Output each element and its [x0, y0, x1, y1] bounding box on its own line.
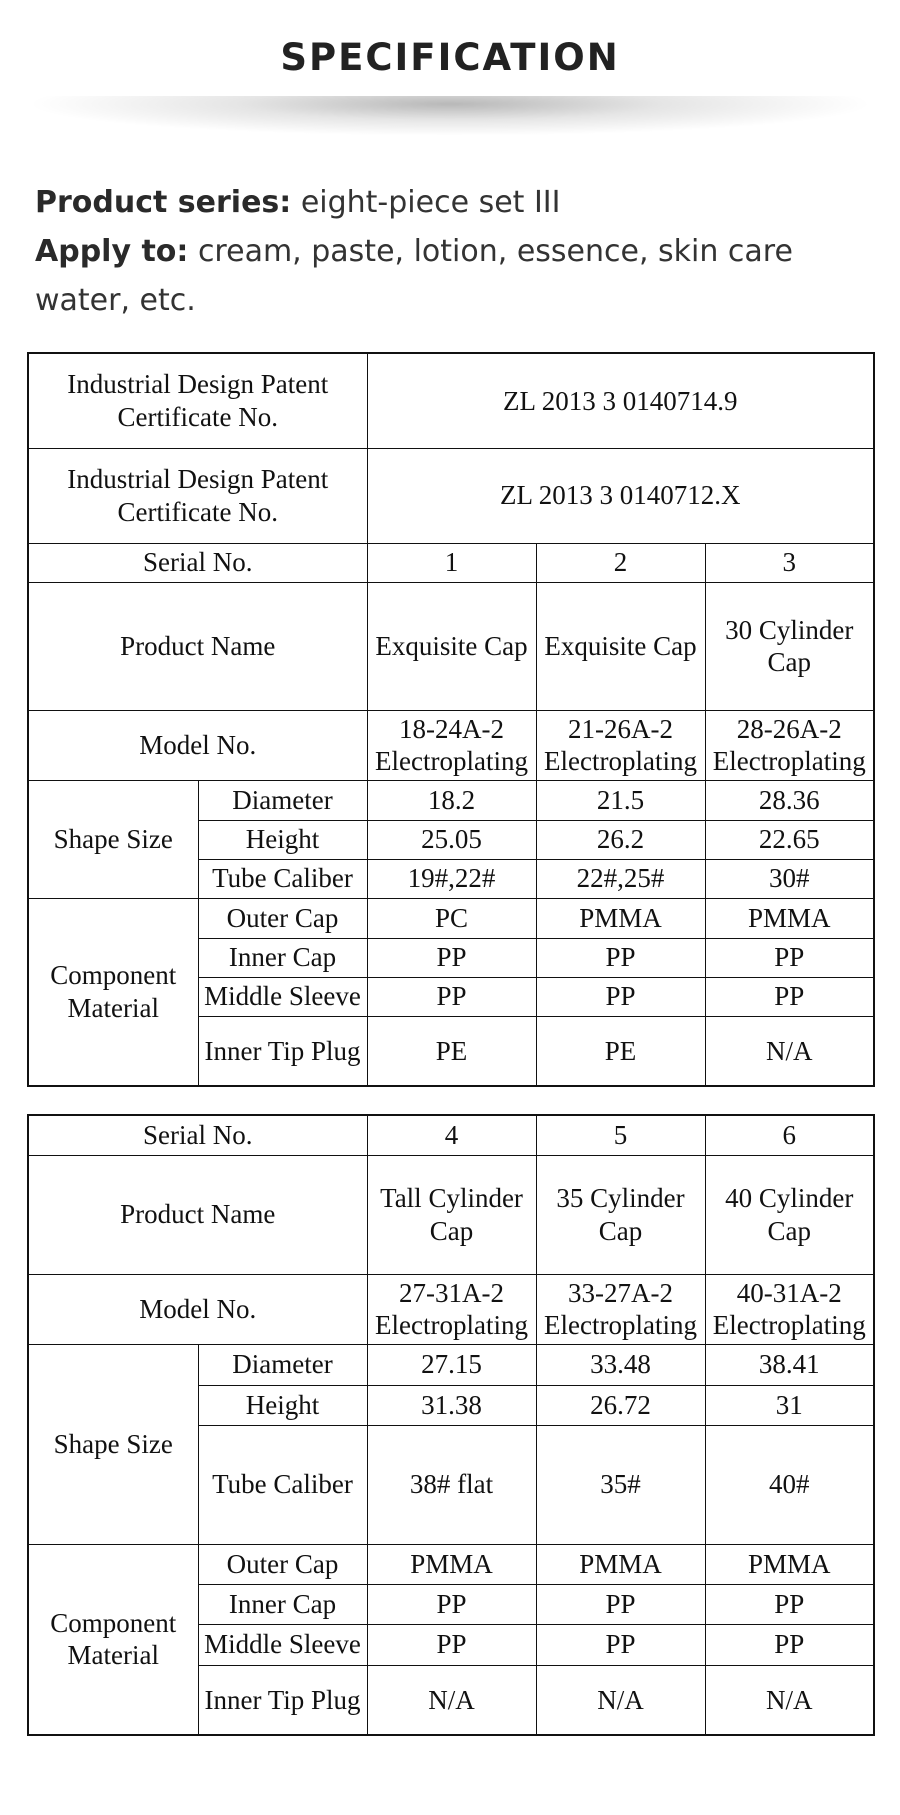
diameter-label: Diameter [198, 1344, 367, 1385]
outer-cap-row [28, 1544, 874, 1584]
title-divider-shadow [25, 96, 875, 136]
height-value: 31 [705, 1385, 874, 1425]
diameter-value: 18.2 [367, 780, 536, 820]
serial-label: Serial No. [28, 543, 367, 582]
product-name-label: Product Name [28, 1155, 367, 1274]
outer-cap-value: PMMA [367, 1544, 536, 1584]
height-value: 25.05 [367, 820, 536, 859]
model-finish: Electroplating [712, 746, 866, 776]
tube-caliber-value: 22#,25# [536, 859, 705, 898]
middle-sleeve-label: Middle Sleeve [198, 1624, 367, 1665]
middle-sleeve-value: PP [367, 977, 536, 1016]
tube-caliber-label: Tube Caliber [198, 1425, 367, 1544]
spec-table-1 [27, 352, 875, 1087]
inner-cap-value: PP [367, 938, 536, 977]
tube-caliber-value: 19#,22# [367, 859, 536, 898]
serial-value: 6 [705, 1115, 874, 1155]
product-name: Tall Cylinder Cap [367, 1155, 536, 1274]
shape-size-label: Shape Size [28, 780, 198, 898]
inner-tip-plug-value: N/A [536, 1665, 705, 1735]
tube-caliber-label: Tube Caliber [198, 859, 367, 898]
model-code: 21-26A-2 [568, 713, 673, 744]
diameter-row [28, 780, 874, 820]
inner-cap-value: PP [536, 938, 705, 977]
height-label: Height [198, 1385, 367, 1425]
height-value: 26.72 [536, 1385, 705, 1425]
spec-table-2 [27, 1114, 875, 1736]
model-label: Model No. [28, 1274, 367, 1344]
middle-sleeve-value: PP [705, 977, 874, 1016]
product-series-line [35, 178, 875, 227]
model-no [705, 1274, 874, 1344]
serial-value: 2 [536, 543, 705, 582]
inner-tip-plug-label: Inner Tip Plug [198, 1665, 367, 1735]
outer-cap-value: PMMA [705, 1544, 874, 1584]
diameter-value: 38.41 [705, 1344, 874, 1385]
model-code: 18-24A-2 [399, 713, 504, 744]
height-value: 31.38 [367, 1385, 536, 1425]
apply-to-line [35, 227, 875, 325]
middle-sleeve-value: PP [536, 1624, 705, 1665]
component-material-label: Component Material [28, 898, 198, 1086]
model-no [705, 710, 874, 780]
serial-row [28, 1115, 874, 1155]
middle-sleeve-value: PP [367, 1624, 536, 1665]
shape-size-label: Shape Size [28, 1344, 198, 1544]
product-name: 35 Cylinder Cap [536, 1155, 705, 1274]
model-no [536, 710, 705, 780]
product-name-row [28, 1155, 874, 1274]
model-no [536, 1274, 705, 1344]
product-info [35, 178, 875, 325]
model-label: Model No. [28, 710, 367, 780]
inner-cap-label: Inner Cap [198, 1584, 367, 1624]
inner-tip-plug-value: N/A [367, 1665, 536, 1735]
outer-cap-label: Outer Cap [198, 898, 367, 938]
model-finish: Electroplating [712, 1310, 866, 1340]
page-title: SPECIFICATION [280, 36, 620, 79]
inner-cap-value: PP [705, 1584, 874, 1624]
product-name: 40 Cylinder Cap [705, 1155, 874, 1274]
tube-caliber-value: 40# [705, 1425, 874, 1544]
product-name: Exquisite Cap [536, 582, 705, 710]
product-series-value: eight-piece set III [291, 185, 561, 220]
patent-label: Industrial Design Patent Certificate No. [28, 353, 367, 448]
inner-tip-plug-label: Inner Tip Plug [198, 1016, 367, 1086]
height-value: 26.2 [536, 820, 705, 859]
patent-row [28, 353, 874, 448]
middle-sleeve-label: Middle Sleeve [198, 977, 367, 1016]
patent-label: Industrial Design Patent Certificate No. [28, 448, 367, 543]
outer-cap-row [28, 898, 874, 938]
model-code: 40-31A-2 [736, 1277, 842, 1308]
model-finish: Electroplating [375, 1310, 528, 1340]
inner-tip-plug-value: PE [367, 1016, 536, 1086]
serial-value: 3 [705, 543, 874, 582]
outer-cap-label: Outer Cap [198, 1544, 367, 1584]
product-name-label: Product Name [28, 582, 367, 710]
inner-cap-value: PP [536, 1584, 705, 1624]
model-code: 27-31A-2 [399, 1277, 504, 1308]
tube-caliber-value: 38# flat [367, 1425, 536, 1544]
outer-cap-value: PMMA [705, 898, 874, 938]
product-name: Exquisite Cap [367, 582, 536, 710]
tube-caliber-value: 30# [705, 859, 874, 898]
outer-cap-value: PMMA [536, 1544, 705, 1584]
height-label: Height [198, 820, 367, 859]
model-code: 33-27A-2 [568, 1277, 673, 1308]
inner-tip-plug-value: PE [536, 1016, 705, 1086]
patent-row [28, 448, 874, 543]
diameter-value: 21.5 [536, 780, 705, 820]
model-finish: Electroplating [544, 746, 697, 776]
middle-sleeve-value: PP [705, 1624, 874, 1665]
model-no [367, 1274, 536, 1344]
serial-row [28, 543, 874, 582]
product-name: 30 Cylinder Cap [705, 582, 874, 710]
outer-cap-value: PC [367, 898, 536, 938]
model-finish: Electroplating [544, 1310, 697, 1340]
model-code: 28-26A-2 [736, 713, 842, 744]
middle-sleeve-value: PP [536, 977, 705, 1016]
diameter-value: 33.48 [536, 1344, 705, 1385]
inner-tip-plug-value: N/A [705, 1016, 874, 1086]
product-series-label: Product series: [35, 185, 292, 220]
inner-cap-label: Inner Cap [198, 938, 367, 977]
patent-number: ZL 2013 3 0140714.9 [367, 353, 874, 448]
inner-tip-plug-value: N/A [705, 1665, 874, 1735]
diameter-row [28, 1344, 874, 1385]
apply-to-label: Apply to: [35, 234, 189, 269]
outer-cap-value: PMMA [536, 898, 705, 938]
model-row [28, 710, 874, 780]
serial-value: 1 [367, 543, 536, 582]
inner-cap-value: PP [705, 938, 874, 977]
model-no [367, 710, 536, 780]
model-row [28, 1274, 874, 1344]
apply-to-value: cream, paste, lotion, essence, skin care water, etc. [35, 234, 793, 318]
diameter-value: 27.15 [367, 1344, 536, 1385]
serial-value: 5 [536, 1115, 705, 1155]
height-value: 22.65 [705, 820, 874, 859]
diameter-label: Diameter [198, 780, 367, 820]
serial-label: Serial No. [28, 1115, 367, 1155]
inner-cap-value: PP [367, 1584, 536, 1624]
patent-number: ZL 2013 3 0140712.X [367, 448, 874, 543]
tube-caliber-value: 35# [536, 1425, 705, 1544]
product-name-row [28, 582, 874, 710]
serial-value: 4 [367, 1115, 536, 1155]
model-finish: Electroplating [375, 746, 528, 776]
component-material-label: Component Material [28, 1544, 198, 1735]
diameter-value: 28.36 [705, 780, 874, 820]
